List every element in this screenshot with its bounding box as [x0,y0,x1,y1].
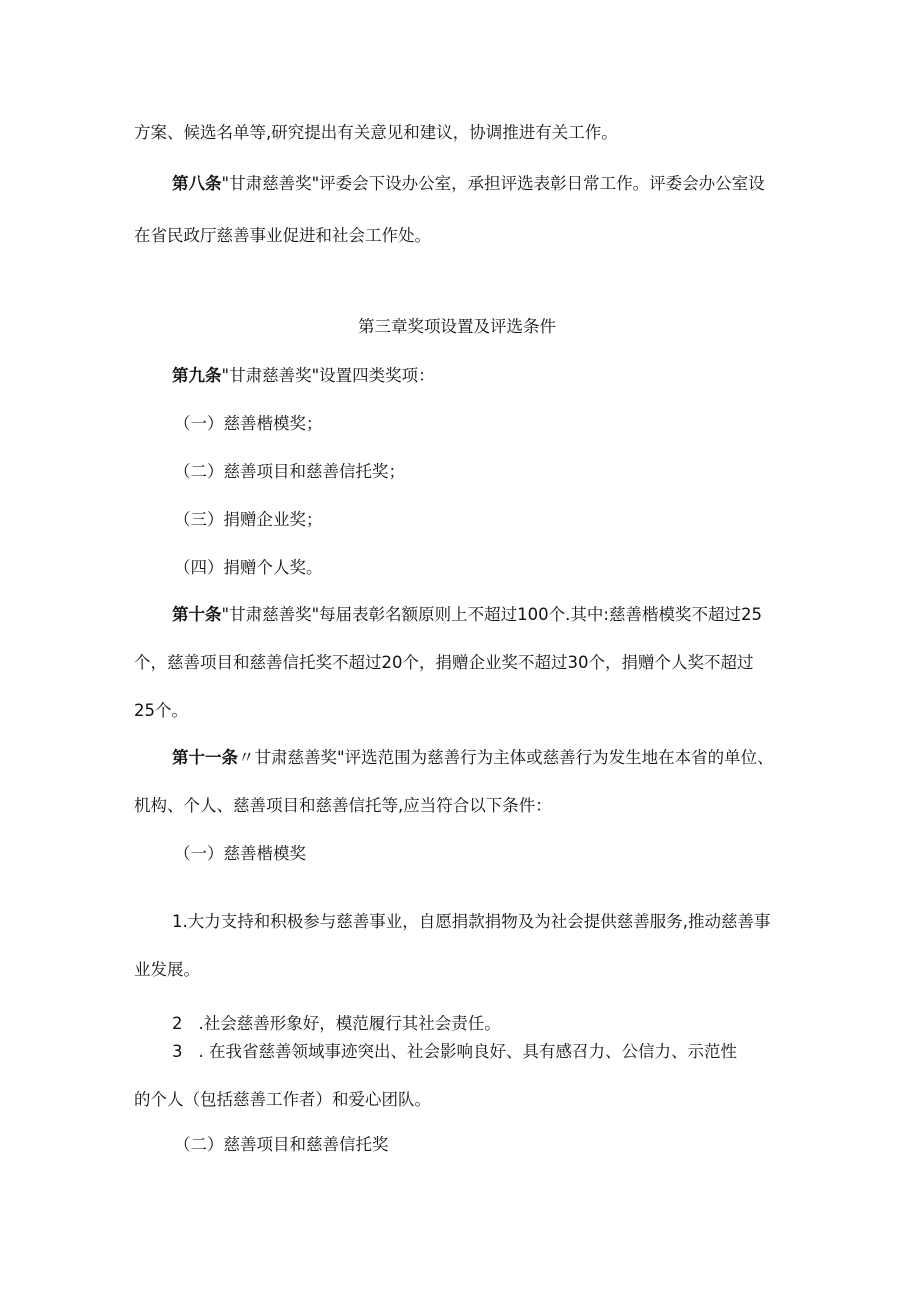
paragraph-line: 25个。 [134,701,188,720]
paragraph-line: 1.大力支持和积极参与慈善事业，自愿捐款捐物及为社会提供慈善服务,推动慈善事 [172,912,771,931]
article-text: "甘肃慈善奖"每届表彰名额原则上不超过100个.其中:慈善楷模奖不超过25 [221,605,762,624]
article-11-line [172,746,774,770]
paragraph-line: 机构、个人、慈善项目和慈善信托等,应当符合以下条件： [134,796,552,815]
article-heading: 第八条 [172,174,222,193]
list-item: （四）捐赠个人奖。 [174,558,323,577]
article-heading: 第十条 [172,605,222,624]
list-item: （一）慈善楷模奖； [174,414,323,433]
item-text: .社会慈善形象好，模范履行其社会责任。 [198,1014,501,1033]
numbered-item-3 [172,1040,737,1064]
article-heading: 第十一条 [172,748,238,767]
item-number: 2 [172,1014,183,1033]
list-item: （二）慈善项目和慈善信托奖； [174,462,405,481]
item-text: . 在我省慈善领域事迹突出、社会影响良好、具有感召力、公信力、示范性 [198,1042,737,1061]
paragraph-line: 的个人（包括慈善工作者）和爱心团队。 [134,1090,431,1109]
article-heading: 第九条 [172,366,222,385]
article-text: "甘肃慈善奖"设置四类奖项： [221,366,435,385]
article-10-line [172,603,762,627]
paragraph-line: 方案、候选名单等,研究提出有关意见和建议，协调推进有关工作。 [134,123,618,142]
article-text: "甘肃慈善奖"评委会下设办公室，承担评选表彰日常工作。评委会办公室设 [221,174,765,193]
article-8-line [172,172,765,196]
article-9-line [172,364,435,388]
numbered-item-2 [172,1012,501,1036]
paragraph-line: 在省民政厅慈善事业促进和社会工作处。 [134,226,431,245]
paragraph-line: 个，慈善项目和慈善信托奖不超过20个，捐赠企业奖不超过30个，捐赠个人奖不超过 [134,653,754,672]
item-number: 3 [172,1042,183,1061]
article-text: 〃甘肃慈善奖"评选范围为慈善行为主体或慈善行为发生地在本省的单位、 [238,748,774,767]
subsection-title: （一）慈善楷模奖 [174,844,306,863]
subsection-title: （二）慈善项目和慈善信托奖 [174,1135,389,1154]
paragraph-line: 业发展。 [134,960,200,979]
list-item: （三）捐赠企业奖； [174,510,323,529]
chapter-title: 第三章奖项设置及评选条件 [358,317,556,336]
